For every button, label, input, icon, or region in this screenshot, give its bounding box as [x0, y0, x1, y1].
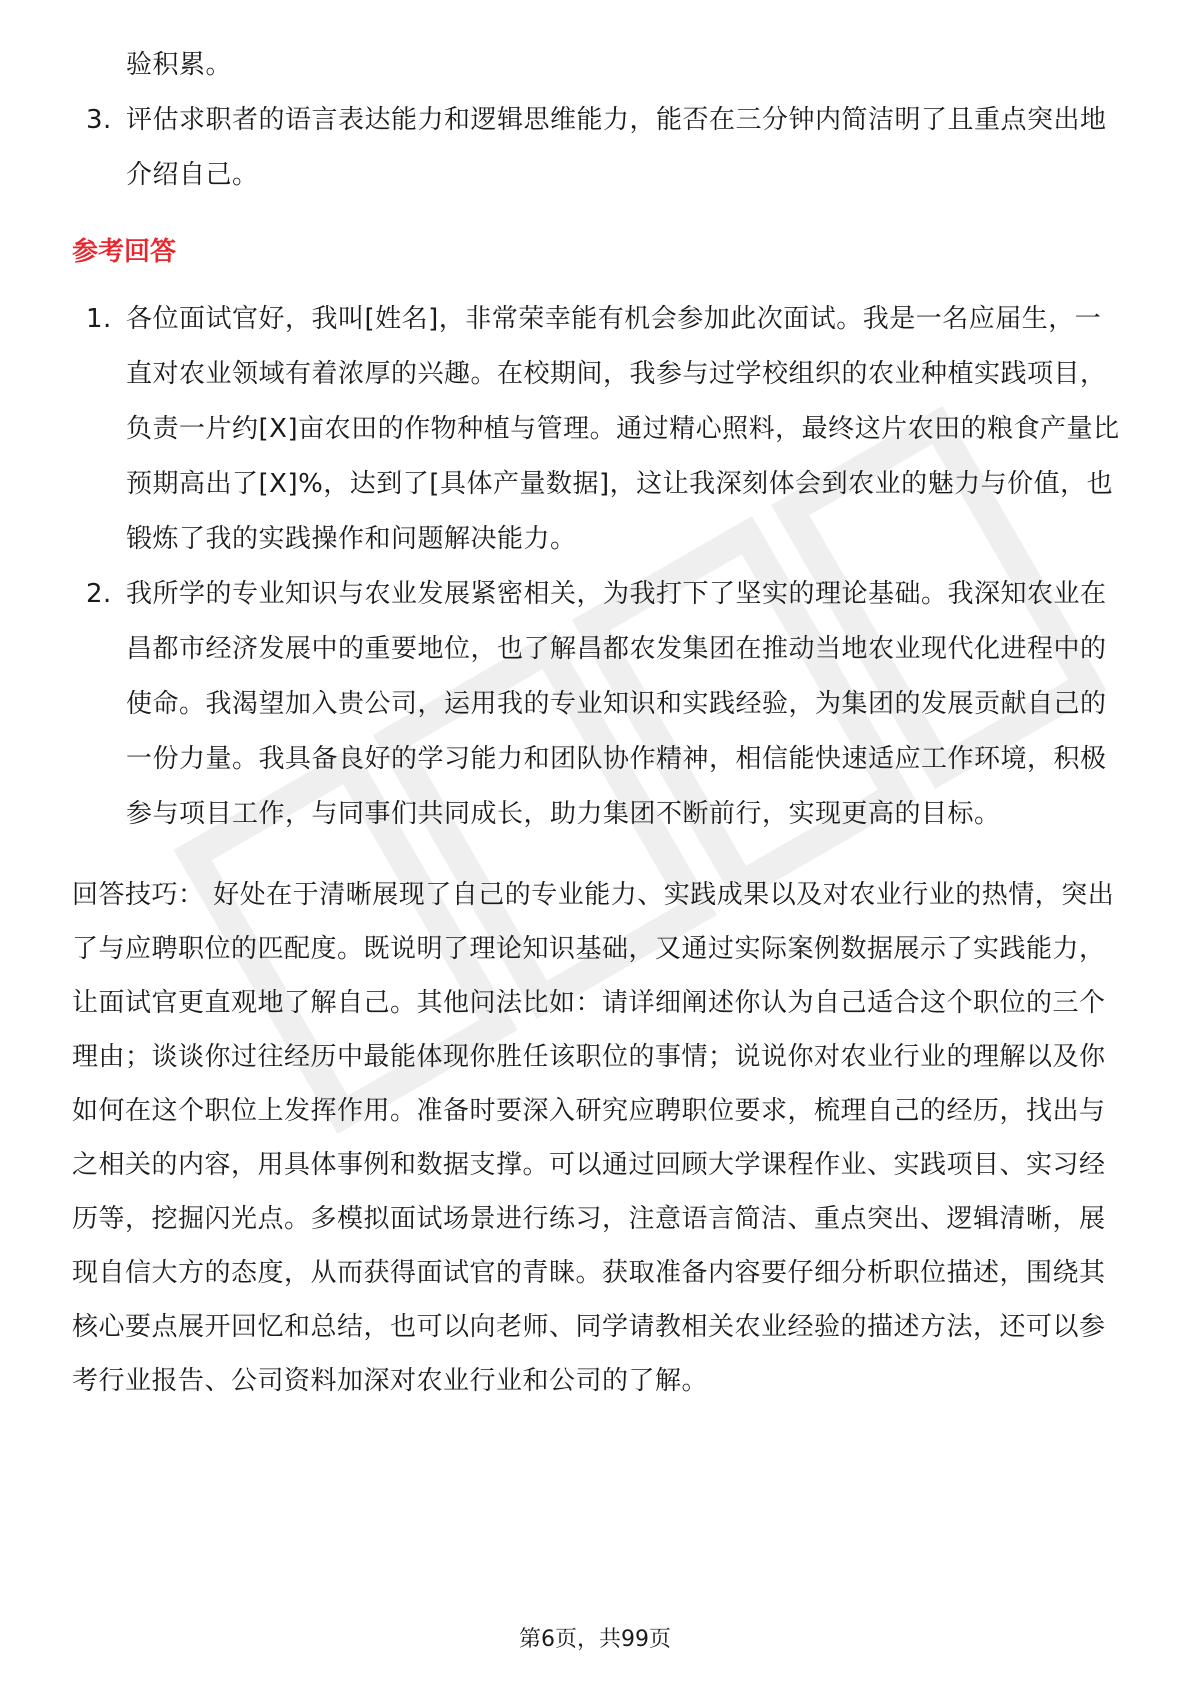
content [72, 38, 1122, 1408]
list-item-number: 1. [86, 304, 112, 334]
list-item [72, 38, 1122, 93]
list-item-number: 2. [86, 579, 112, 609]
reference-answer-list [72, 292, 1122, 842]
answer-tips-text: 好处在于清晰展现了自己的专业能力、实践成果以及对农业行业的热情，突出了与应聘职位的匹配度。既说明了理论知识基础，又通过实际案例数据展示了实践能力，让面试官更直观地了解自己。其他问法比如：请详细阐述你认为自己适合这个职位的三个理由；谈谈你过往经历中最能体现你胜任该职位的事情；说说你对农业行业的理解以及你如何在这个职位上发挥作用。准备时要深入研究应聘职位要求，梳理自己的经历，找出与之相关的内容，用具体事例和数据支撑。可以通过回顾大学课程作业、实践项目、实习经历等，挖掘闪光点。多模拟面试场景进行练习，注意语言简洁、重点突出、逻辑清晰，展现自信大方的态度，从而获得面试官的青睐。获取准备内容要仔细分析职位描述，围绕其核心要点展开回忆和总结，也可以向老师、同学请教相关农业经验的描述方法，还可以参考行业报告、公司资料加深对农业行业和公司的了解。 [72, 880, 1115, 1396]
list-item [72, 567, 1122, 842]
list-item-text: 评估求职者的语言表达能力和逻辑思维能力，能否在三分钟内简洁明了且重点突出地介绍自己。 [126, 105, 1107, 190]
list-item [72, 292, 1122, 567]
top-list [72, 38, 1122, 203]
list-item-text: 我所学的专业知识与农业发展紧密相关，为我打下了坚实的理论基础。我深知农业在昌都市经济发展中的重要地位，也了解昌都农发集团在推动当地农业现代化进程中的使命。我渴望加入贵公司，运用我的专业知识和实践经验，为集团的发展贡献自己的一份力量。我具备良好的学习能力和团队协作精神，相信能快速适应工作环境，积极参与项目工作，与同事们共同成长，助力集团不断前行，实现更高的目标。 [126, 579, 1107, 829]
list-item-text: 各位面试官好，我叫[姓名]，非常荣幸能有机会参加此次面试。我是一名应届生，一直对农业领域有着浓厚的兴趣。在校期间，我参与过学校组织的农业种植实践项目，负责一片约[X]亩农田的作物种植与管理。通过精心照料，最终这片农田的粮食产量比预期高出了[X]%，达到了[具体产量数据]，这让我深刻体会到农业的魅力与价值，也锻炼了我的实践操作和问题解决能力。 [126, 304, 1120, 554]
list-item-number: 3. [86, 105, 112, 135]
answer-tips [72, 868, 1122, 1408]
list-item [72, 93, 1122, 203]
answer-tips-label: 回答技巧： [72, 880, 205, 910]
reference-answer-heading: 参考回答 [72, 237, 177, 267]
list-item-text: 验积累。 [126, 50, 233, 80]
page-number: 第6页，共99页 [519, 1627, 671, 1652]
